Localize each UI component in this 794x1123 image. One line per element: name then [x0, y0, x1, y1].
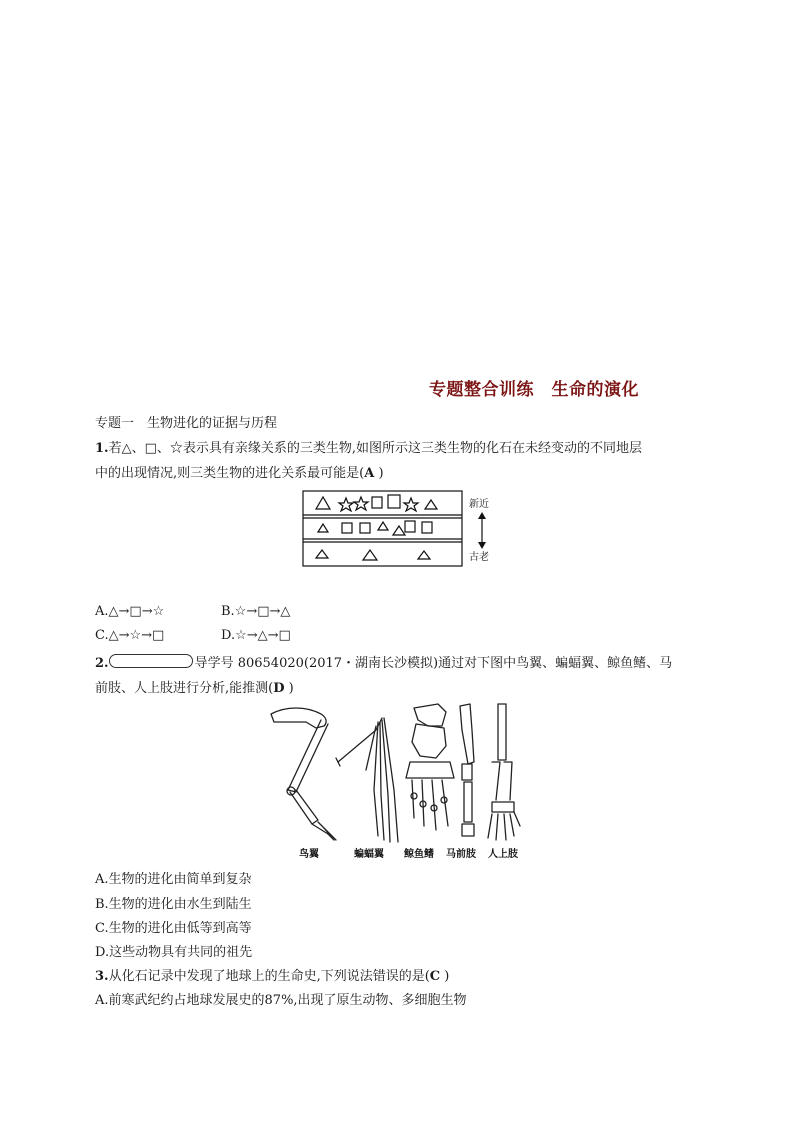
question-3-option-a: A.前寒武纪约占地球发展史的87%,出现了原生动物、多细胞生物	[95, 993, 467, 1008]
triangle-fossil	[418, 551, 430, 559]
square-fossil	[360, 523, 370, 533]
question-id-badge	[109, 654, 193, 668]
time-arrow-head-up	[478, 512, 486, 519]
question-3-answer: C	[429, 969, 441, 984]
question-1-option-b: B.☆→□→△	[221, 604, 291, 619]
strata-label-recent: 新近	[469, 499, 489, 510]
question-1-line-1	[95, 437, 642, 456]
star-fossil	[354, 497, 368, 510]
strata-label-ancient: 古老	[469, 552, 489, 563]
question-2-number: 2.	[95, 656, 109, 671]
triangle-fossil	[393, 526, 405, 535]
whale-fin-illustration	[406, 704, 454, 830]
question-1-option-a: A.△→□→☆	[95, 604, 165, 619]
question-2-option-d: D.这些动物具有共同的祖先	[95, 945, 253, 960]
star-fossil	[404, 498, 418, 511]
question-1-stem-1: 若△、□、☆表示具有亲缘关系的三类生物,如图所示这三类生物的化石在未经变动的不同地层	[108, 441, 642, 456]
strata-figure	[302, 489, 502, 569]
limb-label-bat: 蝙蝠翼	[354, 849, 384, 860]
question-2-answer: D	[273, 681, 285, 696]
square-fossil	[342, 523, 352, 533]
limb-label-human: 人上肢	[488, 849, 518, 860]
question-1-option-c: C.△→☆→□	[95, 628, 165, 643]
homologous-limbs-figure	[266, 700, 531, 865]
question-1-close-paren: )	[374, 466, 384, 481]
question-3-close-paren: )	[440, 969, 450, 984]
question-1-option-d: D.☆→△→□	[221, 628, 291, 643]
square-fossil	[388, 495, 400, 508]
section-heading: 专题一 生物进化的证据与历程	[95, 416, 278, 431]
bird-wing-illustration	[271, 708, 336, 840]
limb-label-whale: 鲸鱼鳍	[404, 849, 434, 860]
question-2-line-1	[95, 652, 672, 671]
question-2-option-b: B.生物的进化由水生到陆生	[95, 897, 252, 912]
question-1-answer: A	[364, 466, 375, 481]
horse-foreleg-illustration	[460, 704, 474, 836]
question-2-option-a: A.生物的进化由简单到复杂	[95, 872, 252, 887]
bat-wing-illustration	[336, 718, 398, 842]
limb-label-horse: 马前肢	[446, 849, 476, 860]
question-2-stem-2: 前肢、人上肢进行分析,能推测(	[95, 681, 274, 696]
question-2-stem-1: 导学号 80654020(2017・湖南长沙模拟)通过对下图中鸟翼、蝙蝠翼、鲸鱼鳍、马	[194, 656, 673, 671]
question-1-stem-2: 中的出现情况,则三类生物的进化关系最可能是(	[95, 466, 365, 481]
square-fossil	[422, 522, 432, 533]
question-1-number: 1.	[95, 441, 109, 456]
triangle-fossil	[318, 524, 328, 532]
square-fossil	[405, 521, 415, 532]
question-3-number: 3.	[95, 969, 109, 984]
limb-label-bird: 鸟翼	[299, 849, 319, 860]
question-3-line-1	[95, 965, 449, 984]
triangle-fossil	[316, 550, 328, 558]
star-fossil	[339, 498, 353, 511]
triangle-fossil	[378, 522, 388, 530]
question-2-option-c: C.生物的进化由低等到高等	[95, 921, 252, 936]
question-2-line-2	[95, 677, 294, 696]
question-1-line-2	[95, 462, 384, 481]
human-arm-illustration	[488, 704, 520, 840]
square-fossil	[372, 497, 382, 508]
triangle-fossil	[425, 500, 437, 509]
triangle-fossil	[316, 497, 330, 509]
time-arrow-head-down	[478, 542, 486, 549]
page-title: 专题整合训练 生命的演化	[429, 380, 639, 400]
question-2-close-paren: )	[284, 681, 294, 696]
question-3-stem: 从化石记录中发现了地球上的生命史,下列说法错误的是(	[108, 969, 430, 984]
triangle-fossil	[363, 550, 377, 560]
